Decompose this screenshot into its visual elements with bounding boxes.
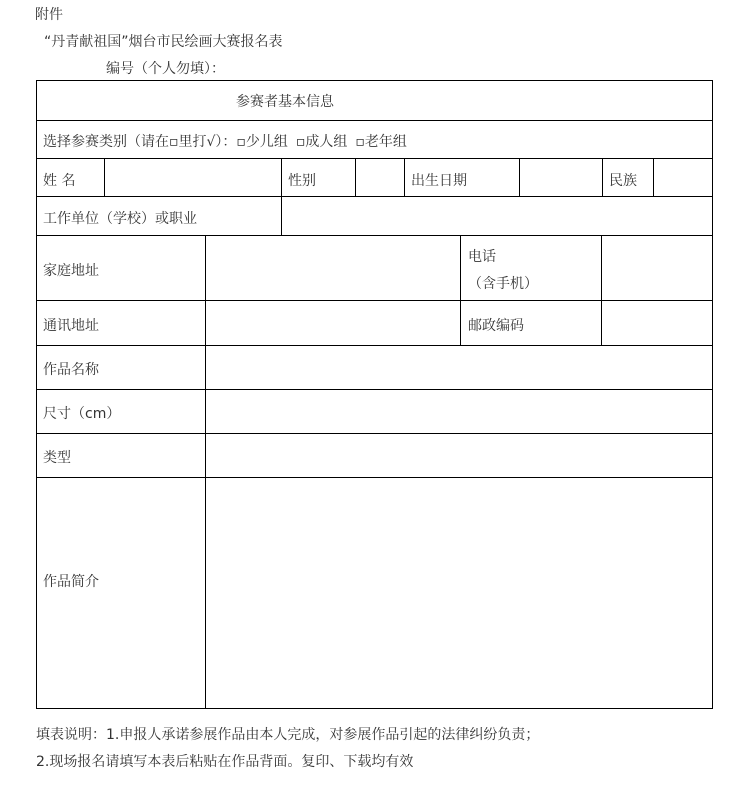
checkbox-glyph: ▫ <box>169 134 179 150</box>
postal-code-field[interactable] <box>602 301 711 345</box>
size-field[interactable] <box>206 390 711 433</box>
option-adult: 成人组 <box>305 134 348 150</box>
serial-number-label: 编号（个人勿填）： <box>106 61 225 77</box>
mailing-address-field[interactable] <box>206 301 459 345</box>
work-unit-field[interactable] <box>282 197 711 235</box>
option-senior: 老年组 <box>364 134 407 150</box>
form-instructions-line1: 填表说明：1.申报人承诺参展作品由本人完成，对参展作品引起的法律纠纷负责； <box>36 727 540 743</box>
name-field[interactable] <box>105 159 280 196</box>
table-border-top <box>36 80 713 81</box>
home-address-field[interactable] <box>206 236 459 300</box>
postal-code-label: 邮政编码 <box>468 318 524 334</box>
attachment-label: 附件 <box>35 7 63 23</box>
option-children: 少儿组 <box>245 134 288 150</box>
type-label: 类型 <box>43 450 71 466</box>
birthdate-field[interactable] <box>520 159 601 196</box>
table-border-left <box>36 80 37 709</box>
phone-field[interactable] <box>602 236 711 300</box>
ethnicity-field[interactable] <box>654 159 711 196</box>
table-divider-vertical <box>460 235 461 345</box>
table-divider-vertical <box>404 158 405 197</box>
table-border-right <box>712 80 713 709</box>
category-prompt: 选择参赛类别（请在 <box>43 134 169 150</box>
birthdate-label: 出生日期 <box>411 173 467 189</box>
table-divider-vertical <box>602 158 603 197</box>
type-field[interactable] <box>206 434 711 477</box>
gender-label: 性别 <box>288 173 316 189</box>
category-prompt-suffix: 里打√）： <box>178 134 237 150</box>
section-title: 参赛者基本信息 <box>236 94 334 110</box>
phone-label-mobile: （含手机） <box>468 276 538 292</box>
form-instructions-line2: 2.现场报名请填写本表后粘贴在作品背面。复印、下载均有效 <box>36 754 414 770</box>
table-divider-vertical <box>281 158 282 197</box>
category-selection-row <box>43 131 407 151</box>
work-title-label: 作品名称 <box>43 362 99 378</box>
work-unit-label: 工作单位（学校）或职业 <box>43 211 197 227</box>
form-title: “丹青献祖国”烟台市民绘画大赛报名表 <box>44 34 283 50</box>
checkbox-adult[interactable]: ▫ <box>295 134 306 150</box>
home-address-label: 家庭地址 <box>43 263 99 279</box>
table-divider <box>36 120 713 121</box>
table-border-bottom <box>36 708 713 709</box>
checkbox-children[interactable]: ▫ <box>236 134 246 150</box>
phone-label: 电话 <box>468 249 496 265</box>
size-label: 尺寸（cm） <box>43 406 121 422</box>
mailing-address-label: 通讯地址 <box>43 318 99 334</box>
gender-field[interactable] <box>356 159 403 196</box>
name-label: 姓 名 <box>43 173 76 189</box>
description-field[interactable] <box>206 478 711 708</box>
description-label: 作品简介 <box>43 574 99 590</box>
work-title-field[interactable] <box>206 346 711 389</box>
checkbox-senior[interactable]: ▫ <box>355 134 365 150</box>
ethnicity-label: 民族 <box>609 173 637 189</box>
